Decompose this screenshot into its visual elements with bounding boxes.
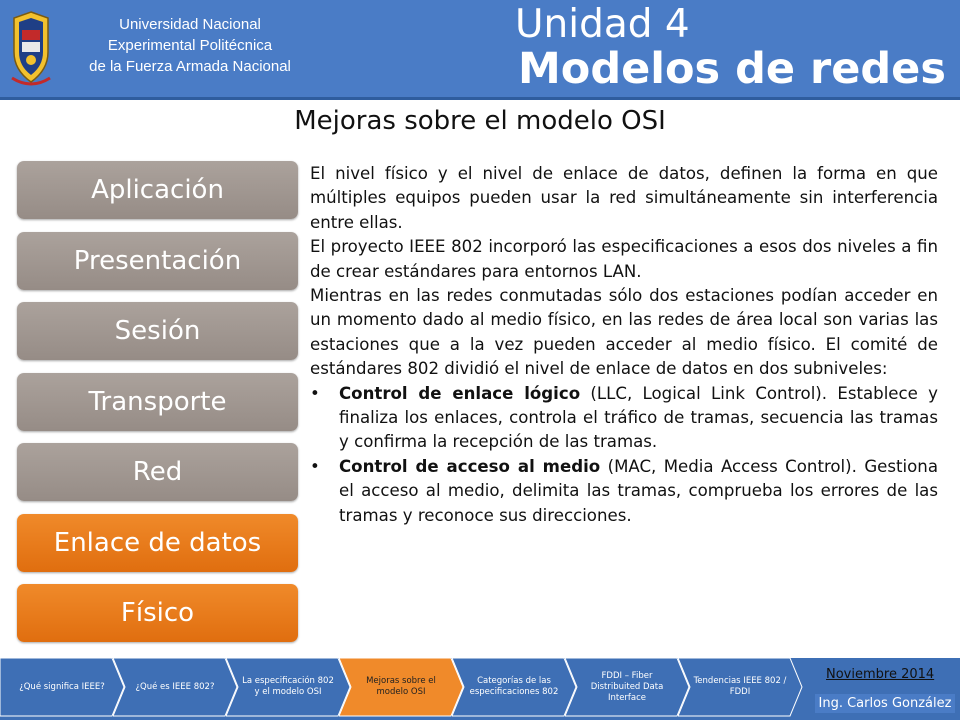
nav-label: ¿Qué es IEEE 802? (135, 681, 215, 692)
nav-tendencias[interactable] (678, 656, 804, 718)
author-label: Ing. Carlos González (815, 694, 955, 713)
date-label: Noviembre 2014 (826, 667, 935, 682)
osi-layer-fisico: Físico (17, 584, 298, 642)
nav-label: FDDI – Fiber Distribuited Data Interface (590, 670, 664, 703)
list-item-text: (LLC, Logical Link Control). Establece y finaliza los enlaces, controla el tráfico de tramas, secuencia las tramas y confirma la recepción de las tramas. (339, 383, 938, 452)
osi-layer-red: Red (17, 443, 298, 501)
nav-label: La especificación 802 y el modelo OSI (242, 676, 334, 697)
university-crest-icon (8, 8, 54, 88)
list-item-title: Control de acceso al medio (339, 456, 601, 476)
osi-layer-aplicacion: Aplicación (17, 161, 298, 219)
nav-label: Tendencias IEEE 802 / FDDI (693, 676, 787, 697)
list-item-text: (MAC, Media Access Control). Gestiona el acceso al medio, delimita las tramas, comprueba los errores de las tramas y reconoce sus direcciones. (339, 456, 938, 525)
body-text (310, 162, 938, 528)
university-name (58, 14, 322, 77)
nav-que-es-ieee-802[interactable] (113, 656, 239, 718)
nav-fddi[interactable] (565, 656, 691, 718)
osi-layer-transporte: Transporte (17, 373, 298, 431)
osi-layer-sesion: Sesión (17, 302, 298, 360)
osi-layer-presentacion: Presentación (17, 232, 298, 290)
bullet-icon: • (310, 456, 320, 476)
osi-layer-enlace-de-datos: Enlace de datos (17, 514, 298, 572)
nav-label: Mejoras sobre el modelo OSI (366, 676, 436, 697)
list-item (310, 382, 938, 455)
unit-title: Modelos de redes (518, 44, 946, 94)
nav-que-significa-ieee[interactable] (0, 656, 126, 718)
nav-especificacion-802-osi[interactable] (226, 656, 352, 718)
list-item (310, 455, 938, 528)
paragraph-1: El nivel físico y el nivel de enlace de datos, definen la forma en que múltiples equipos pueden usar la red simultáneamente sin interferencia entre ellas. (310, 164, 938, 232)
unit-number: Unidad 4 (515, 2, 690, 47)
bullet-icon: • (310, 383, 320, 403)
list-item-title: Control de enlace lógico (339, 383, 581, 403)
page-title: Mejoras sobre el modelo OSI (294, 106, 666, 136)
sublayer-list (310, 382, 938, 528)
nav-label: Categorías de las especificaciones 802 (469, 676, 559, 697)
nav-categorias-802[interactable] (452, 656, 578, 718)
university-line-3: de la Fuerza Armada Nacional (89, 58, 291, 75)
paragraph-2: El proyecto IEEE 802 incorporó las especificaciones a esos dos niveles a fin de crear estándares para entornos LAN. (310, 237, 938, 281)
header-banner (0, 0, 960, 100)
university-line-2: Experimental Politécnica (107, 37, 273, 54)
nav-mejoras-modelo-osi[interactable] (339, 656, 465, 718)
university-line-1: Universidad Nacional (119, 16, 261, 33)
nav-label: ¿Qué significa IEEE? (19, 681, 105, 692)
paragraph-3: Mientras en las redes conmutadas sólo dos estaciones podían acceder en un momento dado al medio físico, en las redes de área local son varias las estaciones que a la vez pueden acceder al medio físico. El comité de estándares 802 dividió el nivel de enlace de datos en dos subniveles: (310, 286, 938, 379)
